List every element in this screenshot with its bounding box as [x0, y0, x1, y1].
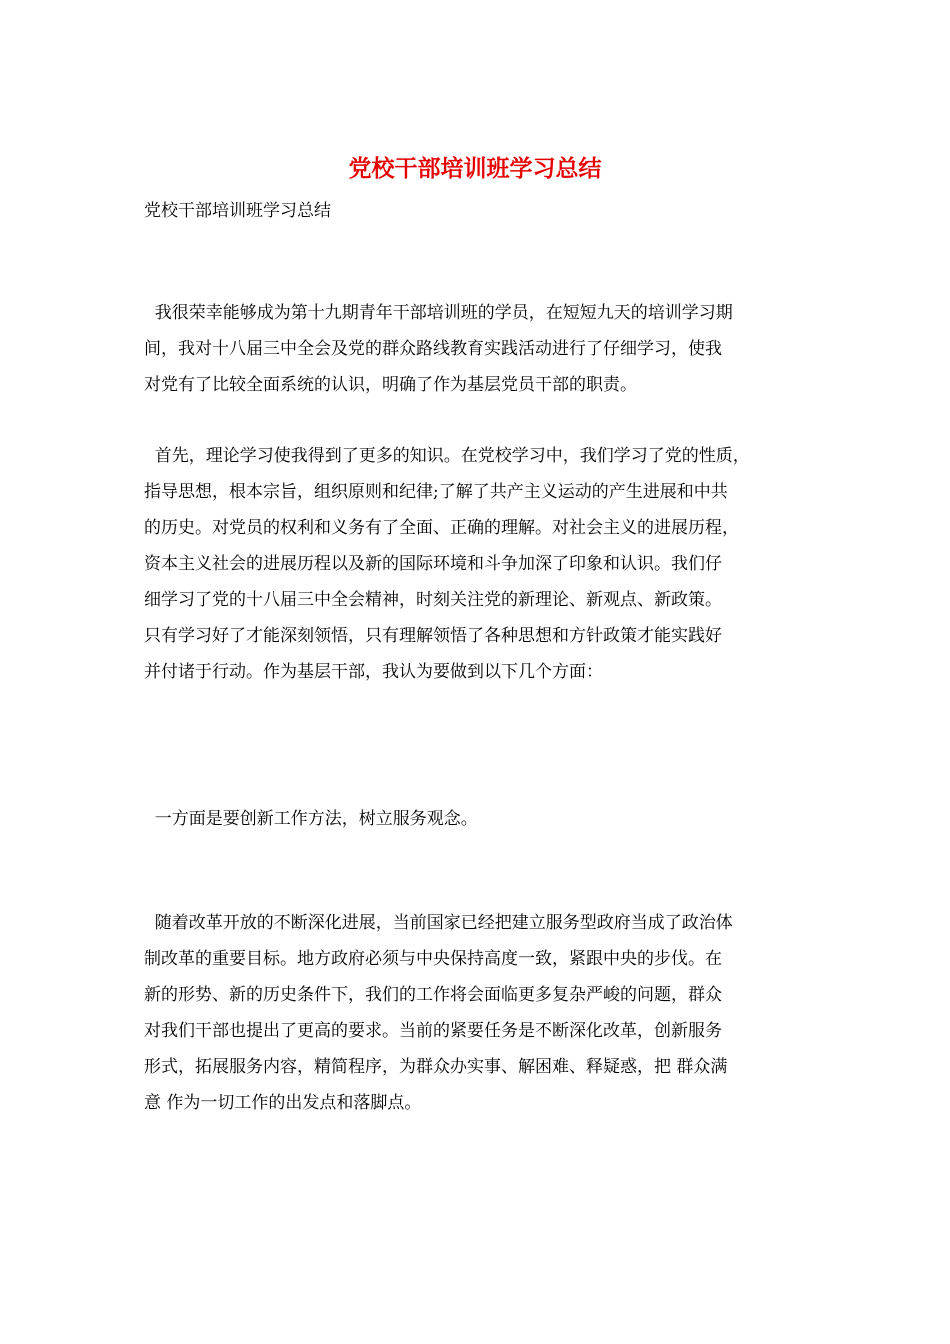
paragraph-line: 形式，拓展服务内容，精简程序，为群众办实事、解困难、释疑惑，把 群众满 — [144, 1057, 728, 1077]
paragraph-line: 间，我对十八届三中全会及党的群众路线教育实践活动进行了仔细学习，使我 — [144, 339, 722, 359]
paragraph-line: 只有学习好了才能深刻领悟，只有理解领悟了各种思想和方针政策才能实践好 — [144, 626, 722, 646]
paragraph-line: 意 作为一切工作的出发点和落脚点。 — [144, 1093, 422, 1113]
paragraph-line: 对党有了比较全面系统的认识，明确了作为基层党员干部的职责。 — [144, 375, 637, 395]
paragraph-line: 资本主义社会的进展历程以及新的国际环境和斗争加深了印象和认识。我们仔 — [144, 554, 722, 574]
paragraph-line: 并付诸于行动。作为基层干部，我认为要做到以下几个方面： — [144, 662, 603, 682]
paragraph-line: 新的形势、新的历史条件下，我们的工作将会面临更多复杂严峻的问题，群众 — [144, 985, 722, 1005]
paragraph-line: 一方面是要创新工作方法，树立服务观念。 — [144, 809, 478, 829]
paragraph-line: 细学习了党的十八届三中全会精神，时刻关注党的新理论、新观点、新政策。 — [144, 590, 722, 610]
paragraph-line: 我很荣幸能够成为第十九期青年干部培训班的学员，在短短九天的培训学习期 — [144, 303, 733, 323]
paragraph-line: 指导思想，根本宗旨，组织原则和纪律;了解了共产主义运动的产生进展和中共 — [144, 482, 728, 502]
page-title: 党校干部培训班学习总结 — [348, 155, 602, 182]
paragraph-line: 制改革的重要目标。地方政府必须与中央保持高度一致，紧跟中央的步伐。在 — [144, 949, 722, 969]
paragraph-line: 的历史。对党员的权利和义务有了全面、正确的理解。对社会主义的进展历程， — [144, 518, 739, 538]
document-subtitle: 党校干部培训班学习总结 — [144, 201, 331, 221]
paragraph-line: 随着改革开放的不断深化进展，当前国家已经把建立服务型政府当成了政治体 — [144, 913, 733, 933]
paragraph-line: 首先，理论学习使我得到了更多的知识。在党校学习中，我们学习了党的性质， — [144, 446, 750, 466]
paragraph-line: 对我们干部也提出了更高的要求。当前的紧要任务是不断深化改革，创新服务 — [144, 1021, 722, 1041]
